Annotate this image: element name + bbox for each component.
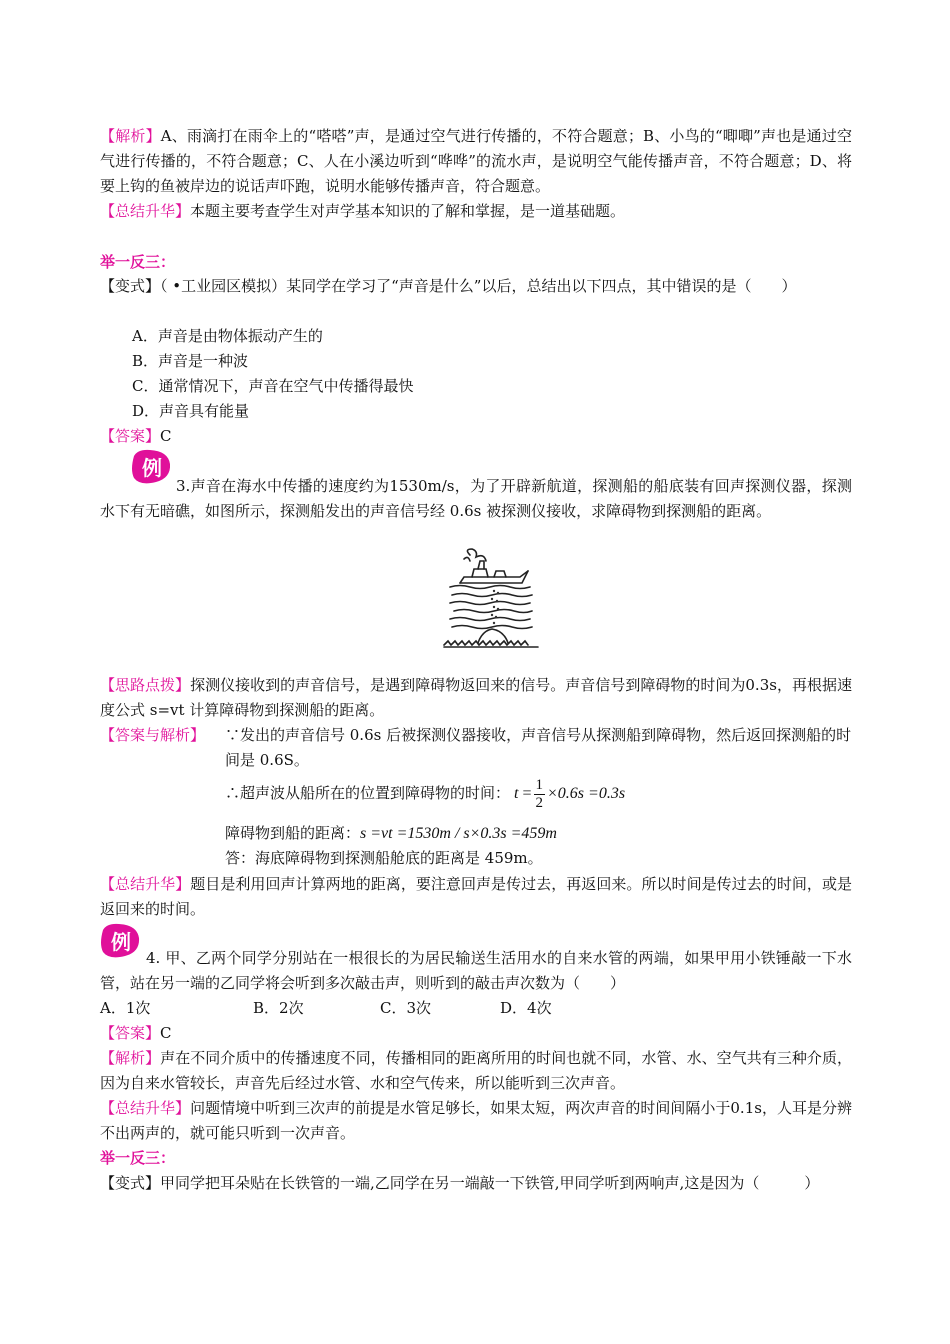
analysis-tag: 【解析】 (100, 127, 161, 145)
solution-line-3-prefix: 障碍物到船的距离： (225, 824, 361, 842)
variant-tag: 【变式】 (100, 1174, 161, 1192)
example3-question: 3.声音在海水中传播的速度约为1530m/s，为了开辟新航道，探测船的船底装有回声探测仪器，探测水下有无暗礁，如图所示，探测船发出的声音信号经 0.6s 被探测仪接收，求障碍物到探测船的距离。 (100, 477, 852, 520)
solution-line-3 (225, 821, 853, 846)
solution-line-1: ∵发出的声音信号 0.6s 后被探测仪器接收，声音信号从探测船到障碍物，然后返回探测船的时间是 0.6S。 (225, 726, 852, 769)
analysis-paragraph-1 (100, 124, 852, 199)
fraction (534, 777, 546, 812)
hint-tag: 【思路点拨】 (100, 676, 191, 694)
summary-text: 本题主要考查学生对声学基本知识的了解和掌握，是一道基础题。 (190, 202, 626, 220)
variant-text: （ •工业园区模拟）某同学在学习了“声音是什么”以后，总结出以下四点，其中错误的是（ ） (160, 277, 797, 295)
eq-rhs: ×0.6s =0.3s (547, 785, 626, 802)
variant-tag: 【变式】 (100, 277, 161, 295)
choice-a: A．1次 (100, 999, 151, 1017)
solution-line-2-prefix: ∴超声波从船所在的位置到障碍物的时间： (225, 784, 511, 802)
analysis-text: A、雨滴打在雨伞上的“嗒嗒”声，是通过空气进行传播的，不符合题意；B、小鸟的“唧唧”声也是通过空气进行传播的，不符合题意；C、人在小溪边听到“哗哗”的流水声，是说明空气能传播声音，不符合题意；D、将要上钩的鱼被岸边的说话声吓跑，说明水能够传播声音，符合题意。 (100, 127, 852, 195)
answer-line-1 (100, 424, 852, 449)
example4-question: 4. 甲、乙两个同学分别站在一根很长的为居民输送生活用水的自来水管的两端，如果甲用小铁锤敲一下水管，站在另一端的乙同学将会听到多次敲击声，则听到的敲击声次数为（ ） (100, 949, 852, 992)
solution-line-2 (225, 776, 853, 812)
answer-value: C (160, 1024, 172, 1042)
summary-tag: 【总结升华】 (100, 1099, 191, 1117)
summary-tag: 【总结升华】 (100, 875, 191, 893)
answer-value: C (160, 427, 172, 445)
distance-equation: s =vt =1530m / s×0.3s =459m (360, 825, 557, 842)
answer-tag: 【答案】 (100, 1024, 161, 1042)
hint-text: 探测仪接收到的声音信号，是遇到障碍物返回来的信号。声音信号到障碍物的时间为0.3s，再根据速度公式 s=vt 计算障碍物到探测船的距离。 (100, 676, 852, 719)
example-badge-label: 例 (111, 930, 131, 954)
summary-paragraph-1 (100, 199, 852, 224)
answer-tag: 【答案】 (100, 427, 161, 445)
summary-paragraph-2 (100, 872, 852, 922)
variant-text: 甲同学把耳朵贴在长铁管的一端,乙同学在另一端敲一下铁管,甲同学听到两响声,这是因为（ ） (160, 1174, 820, 1192)
analysis-tag: 【解析】 (100, 1049, 161, 1067)
summary-paragraph-3 (100, 1096, 852, 1146)
summary-text: 问题情境中听到三次声的前提是水管足够长，如果太短，两次声音的时间间隔小于0.1s，人耳是分辨不出两声的，就可能只听到一次声音。 (100, 1099, 852, 1142)
choice-d: D．4次 (500, 999, 552, 1017)
choice-b: B．2次 (253, 999, 304, 1017)
time-equation: t = $\frac{1}{2}$ ×0.6s =0.3s (514, 776, 626, 811)
eq-lhs: t (514, 785, 519, 802)
solution-answer: 答：海底障碍物到探测船舱底的距离是 459m。 (225, 849, 543, 867)
hint-paragraph (100, 673, 852, 723)
fraction-numerator: 1 (535, 776, 543, 793)
option-c: C．通常情况下，声音在空气中传播得最快 (132, 377, 414, 395)
example-badge-label: 例 (142, 456, 162, 480)
answer-analysis-tag: 【答案与解析】 (100, 726, 206, 744)
practice-heading-2: 举一反三： (100, 1149, 176, 1167)
analysis-paragraph-2 (100, 1046, 852, 1096)
fraction-denominator: 2 (535, 794, 543, 811)
practice-heading-1: 举一反三： (100, 253, 176, 271)
example4-choices (100, 996, 852, 1021)
ship-sonar-figure (442, 547, 542, 653)
option-a: A．声音是由物体振动产生的 (132, 327, 323, 345)
variant-question-2 (100, 1171, 852, 1196)
choice-c: C．3次 (380, 999, 432, 1017)
option-d: D．声音具有能量 (132, 402, 250, 420)
analysis-text: 声在不同介质中的传播速度不同，传播相同的距离所用的时间也就不同，水管、水、空气共有三种介质，因为自来水管较长，声音先后经过水管、水和空气传来，所以能听到三次声音。 (100, 1049, 852, 1092)
answer-analysis-tag-line (100, 723, 225, 748)
summary-text: 题目是利用回声计算两地的距离，要注意回声是传过去，再返回来。所以时间是传过去的时间，或是返回来的时间。 (100, 875, 852, 918)
option-b: B．声音是一种波 (132, 352, 249, 370)
summary-tag: 【总结升华】 (100, 202, 191, 220)
variant-question-1 (100, 274, 852, 299)
answer-line-2 (100, 1021, 852, 1046)
